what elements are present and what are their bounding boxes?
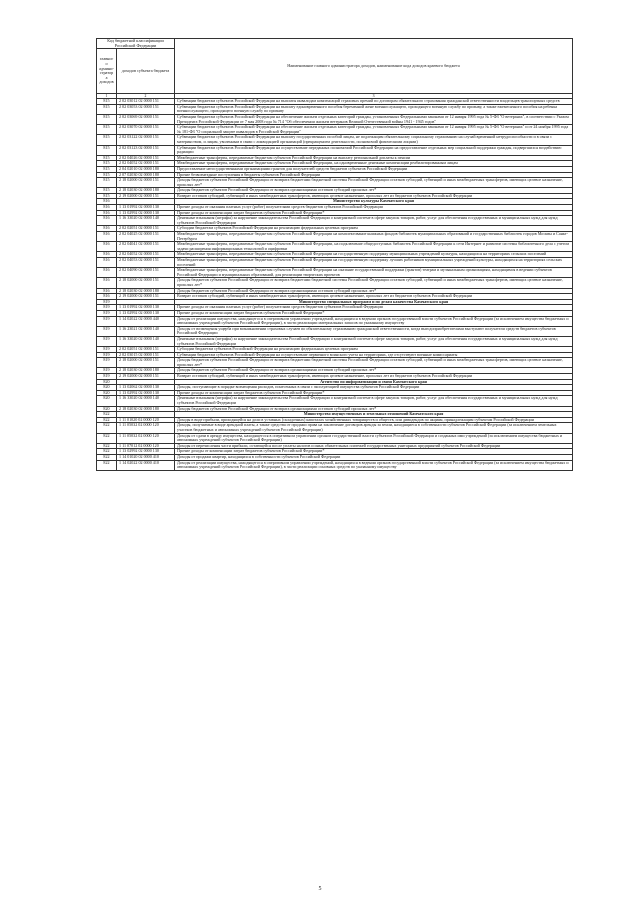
income-name-cell: Доходы бюджетов субъектов Российской Федерации от возврата бюджетами бюджетной системы Российской Федерации остатков субсидий, субвенций и иных межбюджетных трансфертов, имеющих целевое назначение, прошлых лет*	[175, 358, 573, 368]
income-name-cell: Доходы от продажи квартир, находящихся в собственности субъектов Российской Федерации	[175, 454, 573, 460]
admin-code-cell: 822	[97, 449, 117, 455]
income-code-cell: 2 02 03012 02 0000 151	[117, 99, 175, 105]
income-code-cell: 2 04 02010 02 0000 180	[117, 166, 175, 172]
admin-code-cell: 816	[97, 210, 117, 216]
income-code-cell: 1 16 23021 02 0000 140	[117, 326, 175, 336]
admin-code-cell: 815	[97, 104, 117, 114]
income-code-cell: 1 16 33020 02 0000 140	[117, 336, 175, 346]
income-name-cell: Субвенции бюджетам субъектов Российской Федерации на выплату государственных пособий лицам, не подлежащим обязательному социальному страхованию на случай временной нетрудоспособности и в связи с материнством, и лицам, уволенным в связи с ликвидацией организаций (прекращением деятельности, полномочий физическими лицами)	[175, 135, 573, 145]
admin-code-cell: 815	[97, 145, 117, 155]
income-code-cell: 2 19 02000 02 0000 151	[117, 374, 175, 380]
income-name-cell: Межбюджетные трансферты, передаваемые бюджетам субъектов Российской Федерации, на одновременные денежные компенсации реабилитированным лицам	[175, 161, 573, 167]
admin-code-cell: 816	[97, 294, 117, 300]
income-code-cell: 2 02 04041 02 0000 151	[117, 242, 175, 252]
admin-code-cell: 819	[97, 305, 117, 311]
income-name-cell: Денежные взыскания (штрафы) за нарушение законодательства Российской Федерации о контрактной системе в сфере закупок товаров, работ, услуг для обеспечения государственных и муниципальных нужд для нужд субъектов Российской Федерации	[175, 216, 573, 226]
admin-code-cell: 820	[97, 379, 117, 385]
income-code-cell: 1 13 02992 02 0000 130	[117, 390, 175, 396]
admin-code-cell: 822	[97, 423, 117, 433]
table-row	[97, 242, 573, 252]
income-name-cell: Доходы в виде прибыли, приходящейся на доли в уставных (складочных) капиталах хозяйственных товариществ и обществ, или дивидендов по акциям, принадлежащим субъектам Российской Федерации	[175, 417, 573, 423]
income-name-cell: Межбюджетные трансферты, передаваемые бюджетам субъектов Российской Федерации на оказание государственной поддержки (грантов) театрам и музыкальным организациям, находящимся в ведении субъектов Российской Федерации и муниципальных образований, для реализации творческих проектов	[175, 268, 573, 278]
table-row	[97, 423, 573, 433]
income-code-cell: 2 02 03069 02 0000 151	[117, 114, 175, 124]
admin-code-cell: 815	[97, 178, 117, 188]
admin-code-cell: 819	[97, 358, 117, 368]
income-name-cell: Доходы от возмещения ущерба при возникновении страховых случаев по обязательному страхованию гражданской ответственности, когда выгодоприобретателями выступают получатели средств бюджетов субъектов Российской Федерации	[175, 326, 573, 336]
table-row	[97, 216, 573, 226]
income-name-cell: Прочие доходы от оказания платных услуг (работ) получателями средств бюджетов субъектов Российской Федерации	[175, 305, 573, 311]
income-code-cell: 1 11 05032 02 0000 120	[117, 423, 175, 433]
admin-code-cell: 815	[97, 161, 117, 167]
income-name-cell: Денежные взыскания (штрафы) за нарушение законодательства Российской Федерации о контрактной системе в сфере закупок товаров, работ, услуг для обеспечения государственных и муниципальных нужд для нужд субъектов Российской Федерации	[175, 336, 573, 346]
table-body	[97, 99, 573, 471]
income-name-cell: Доходы бюджетов субъектов Российской Федерации от возврата организациями остатков субсидий прошлых лет*	[175, 188, 573, 194]
header-code-column: доходов субъекта бюджета	[117, 49, 175, 94]
income-name-cell: Субвенции бюджетам субъектов Российской Федерации на обеспечение жильем отдельных категорий граждан, установленных Федеральными законами от 12 января 1995 года № 5-ФЗ "О ветеранах", в соответствии с Указом Президента Российской Федерации от 7 мая 2008 года № 714 "Об обеспечении жильем ветеранов Великой Отечественной войны 1941 - 1945 годов"	[175, 114, 573, 124]
income-name-cell: Возврат остатков субсидий, субвенций и иных межбюджетных трансфертов, имеющих целевое назначение, прошлых лет из бюджетов субъектов Российской Федерации	[175, 294, 573, 300]
table-row	[97, 125, 573, 135]
income-code-cell: 1 13 01992 02 0000 130	[117, 305, 175, 311]
income-name-cell: Субсидии бюджетам субъектов Российской Федерации на реализацию федеральных целевых программ	[175, 226, 573, 232]
income-code-cell: 2 19 02000 02 0000 151	[117, 193, 175, 199]
admin-code-cell: 819	[97, 352, 117, 358]
income-code-cell: 1 11 07012 02 0000 120	[117, 443, 175, 449]
admin-code-cell: 815	[97, 114, 117, 124]
income-code-cell: 2 02 02051 02 0000 151	[117, 347, 175, 353]
admin-code-cell: 815	[97, 99, 117, 105]
admin-code-cell: 816	[97, 278, 117, 288]
admin-code-cell: 822	[97, 433, 117, 443]
column-number-1: 1	[97, 94, 117, 99]
admin-code-cell: 815	[97, 193, 117, 199]
admin-code-cell: 820	[97, 390, 117, 396]
table-header-row	[97, 39, 573, 49]
table-row	[97, 232, 573, 242]
table-row	[97, 268, 573, 278]
table-row	[97, 358, 573, 368]
column-number-3: 3	[175, 94, 573, 99]
income-name-cell: Доходы бюджетов субъектов Российской Федерации от возврата бюджетами бюджетной системы Российской Федерации остатков субсидий, субвенций и иных межбюджетных трансфертов, имеющих целевое назначение, прошлых лет*	[175, 178, 573, 188]
admin-code-cell: 820	[97, 385, 117, 391]
income-code-cell: 2 07 02030 02 0000 180	[117, 172, 175, 178]
income-name-cell: Агентство по информатизации и связи Камчатского края	[175, 379, 573, 385]
admin-code-cell: 819	[97, 316, 117, 326]
table-row	[97, 114, 573, 124]
admin-code-cell: 816	[97, 216, 117, 226]
admin-code-cell: 819	[97, 299, 117, 305]
income-name-cell: Доходы от реализации имущества, находящегося в оперативном управлении учреждений, находящихся в ведении органов государственной власти субъектов Российской Федерации (за исключением имущества бюджетных и автономных учреждений субъектов Российской Федерации), в части реализации основных средств по указанному имуществу	[175, 460, 573, 470]
admin-code-cell: 819	[97, 336, 117, 346]
table-row	[97, 326, 573, 336]
table-row	[97, 460, 573, 470]
admin-code-cell: 816	[97, 252, 117, 258]
income-name-cell: Межбюджетные трансферты, передаваемые бюджетам субъектов Российской Федерации на государственную поддержку лучших работников муниципальных учреждений культуры, находящихся на территориях сельских поселений	[175, 258, 573, 268]
admin-code-cell: 819	[97, 374, 117, 380]
income-name-cell: Доходы бюджетов субъектов Российской Федерации от возврата организациями остатков субсидий прошлых лет*	[175, 406, 573, 412]
income-code-cell: 1 13 01992 02 0000 130	[117, 205, 175, 211]
income-code-cell: 1 14 02022 02 0000 410	[117, 460, 175, 470]
income-name-cell: Возврат остатков субсидий, субвенций и иных межбюджетных трансфертов, имеющих целевое назначение, прошлых лет из бюджетов субъектов Российской Федерации	[175, 193, 573, 199]
table-row	[97, 336, 573, 346]
income-code-cell: 1 13 02992 02 0000 130	[117, 449, 175, 455]
income-name-cell: Прочие безвозмездные поступления в бюджеты субъектов Российской Федерации	[175, 172, 573, 178]
income-name-cell: Прочие доходы от компенсации затрат бюджетов субъектов Российской Федерации*	[175, 390, 573, 396]
income-name-cell: Доходы бюджетов субъектов Российской Федерации от возврата организациями остатков субсидий прошлых лет*	[175, 368, 573, 374]
income-code-cell: 2 02 04052 02 0000 151	[117, 252, 175, 258]
admin-code-cell: 816	[97, 268, 117, 278]
income-code-cell: 1 14 02022 02 0000 440	[117, 316, 175, 326]
admin-code-cell: 815	[97, 155, 117, 161]
admin-code-cell: 819	[97, 326, 117, 336]
income-name-cell: Доходы, получаемые в виде арендной платы, а также средства от продажи права на заключение договоров аренды за земли, находящиеся в собственности субъектов Российской Федерации (за исключением земельных участков бюджетных и автономных учреждений субъектов Российской Федерации)	[175, 423, 573, 433]
table-row	[97, 316, 573, 326]
income-name-cell: Денежные взыскания (штрафы) за нарушение законодательства Российской Федерации о контрактной системе в сфере закупок товаров, работ, услуг для обеспечения государственных и муниципальных нужд для нужд субъектов Российской Федерации	[175, 396, 573, 406]
income-code-cell: 2 19 02000 02 0000 151	[117, 294, 175, 300]
income-code-cell: 1 16 33020 02 0000 140	[117, 396, 175, 406]
header-code-group: Код бюджетной классификации Российской Федерации	[97, 39, 175, 49]
income-code-cell: 2 18 02000 02 0000 151	[117, 358, 175, 368]
admin-code-cell: 822	[97, 460, 117, 470]
income-code-cell: 2 18 02000 02 0000 151	[117, 178, 175, 188]
admin-code-cell: 819	[97, 368, 117, 374]
income-name-cell: Межбюджетные трансферты, передаваемые бюджетам субъектов Российской Федерации, на подключение общедоступных библиотек Российской Федерации к сети Интернет и развитие системы библиотечного дела с учетом задачи расширения информационных технологий и оцифровки	[175, 242, 573, 252]
income-code-cell: 2 02 04026 02 0000 151	[117, 155, 175, 161]
income-code-cell: 2 02 03053 02 0000 151	[117, 104, 175, 114]
admin-code-cell: 816	[97, 242, 117, 252]
table-row	[97, 396, 573, 406]
admin-code-cell: 816	[97, 258, 117, 268]
income-name-cell: Субвенции бюджетам субъектов Российской Федерации на осуществление переданных полномочий Российской Федерации на предоставление отдельных мер социальной поддержки граждан, подвергшихся воздействию радиации	[175, 145, 573, 155]
admin-code-cell: 815	[97, 135, 117, 145]
income-name-cell: Предоставление негосударственными организациями грантов для получателей средств бюджетов субъектов Российской Федерации	[175, 166, 573, 172]
header-name-column: Наименование главного администратора доходов, наименование кода доходов краевого бюджета	[175, 39, 573, 94]
income-code-cell: 2 18 02030 02 0000 180	[117, 368, 175, 374]
income-name-cell: Субвенции бюджетам субъектов Российской Федерации на выплаты инвалидам компенсаций страховых премий по договорам обязательного страхования гражданской ответственности владельцев транспортных средств	[175, 99, 573, 105]
admin-code-cell: 815	[97, 188, 117, 194]
admin-code-cell: 819	[97, 347, 117, 353]
income-code-cell: 2 02 03122 02 0000 151	[117, 135, 175, 145]
admin-code-cell: 816	[97, 205, 117, 211]
income-code-cell: 1 14 01020 02 0000 410	[117, 454, 175, 460]
income-name-cell: Доходы от реализации имущества, находящегося в оперативном управлении учреждений, находящихся в ведении органов государственной власти субъектов Российской Федерации (за исключением имущества бюджетных и автономных учреждений субъектов Российской Федерации), в части реализации материальных запасов по указанному имуществу	[175, 316, 573, 326]
table-row	[97, 433, 573, 443]
income-name-cell: Доходы бюджетов субъектов Российской Федерации от возврата бюджетами бюджетной системы Российской Федерации остатков субсидий, субвенций и иных межбюджетных трансфертов, имеющих целевое назначение, прошлых лет*	[175, 278, 573, 288]
income-name-cell: Субвенции бюджетам субъектов Российской Федерации на осуществление первичного воинского учета на территориях, где отсутствуют военные комиссариаты	[175, 352, 573, 358]
income-code-cell: 1 13 02992 02 0000 130	[117, 310, 175, 316]
income-name-cell: Межбюджетные трансферты, передаваемые бюджетам субъектов Российской Федерации на выплату региональной доплаты к пенсии	[175, 155, 573, 161]
income-name-cell: Субсидии бюджетам субъектов Российской Федерации на реализацию федеральных целевых программ	[175, 347, 573, 353]
income-code-cell: 2 02 03123 02 0000 151	[117, 145, 175, 155]
income-code-cell: 2 02 02051 02 0000 151	[117, 226, 175, 232]
budget-classification-table	[96, 38, 573, 471]
income-name-cell: Министерство культуры Камчатского края	[175, 199, 573, 205]
admin-code-cell: 816	[97, 199, 117, 205]
admin-code-cell: 816	[97, 232, 117, 242]
income-name-cell: Субвенции бюджетам субъектов Российской Федерации на обеспечение жильем отдельных категорий граждан, установленных Федеральными законами от 12 января 1995 года № 5-ФЗ "О ветеранах" и от 24 ноября 1995 года № 181-ФЗ "О социальной защите инвалидов в Российской Федерации"	[175, 125, 573, 135]
income-name-cell: Межбюджетные трансферты, передаваемые бюджетам субъектов Российской Федерации на комплектование книжных фондов библиотек муниципальных образований и государственных библиотек городов Москвы и Санкт-Петербурга	[175, 232, 573, 242]
income-code-cell: 2 02 04053 02 0000 151	[117, 258, 175, 268]
table-row	[97, 145, 573, 155]
table-row	[97, 178, 573, 188]
income-name-cell: Прочие доходы от компенсации затрат бюджетов субъектов Российской Федерации*	[175, 210, 573, 216]
income-name-cell: Межбюджетные трансферты, передаваемые бюджетам субъектов Российской Федерации на государственную поддержку муниципальных учреждений культуры, находящихся на территориях сельских поселений	[175, 252, 573, 258]
income-code-cell: 2 02 03015 02 0000 151	[117, 352, 175, 358]
income-name-cell: Прочие доходы от оказания платных услуг (работ) получателями средств бюджетов субъектов Российской Федерации	[175, 205, 573, 211]
income-code-cell: 1 13 02992 02 0000 130	[117, 210, 175, 216]
income-name-cell: Субвенции бюджетам субъектов Российской Федерации на выплату единовременного пособия беременной жене военнослужащего, проходящего военную службу по призыву, а также ежемесячного пособия на ребенка военнослужащего, проходящего военную службу по призыву	[175, 104, 573, 114]
income-name-cell: Доходы от перечисления части прибыли, остающейся после уплаты налогов и иных обязательных платежей государственных унитарных предприятий субъектов Российской Федерации	[175, 443, 573, 449]
income-code-cell: 2 18 02000 02 0000 151	[117, 278, 175, 288]
admin-code-cell: 822	[97, 412, 117, 418]
page-number: 5	[318, 886, 322, 892]
income-code-cell: 2 02 04090 02 0000 151	[117, 268, 175, 278]
table-row	[97, 258, 573, 268]
admin-code-cell: 816	[97, 288, 117, 294]
income-code-cell: 2 18 02030 02 0000 180	[117, 188, 175, 194]
income-code-cell: 1 16 33020 02 0000 140	[117, 216, 175, 226]
income-code-cell: 2 02 03070 02 0000 151	[117, 125, 175, 135]
admin-code-cell: 822	[97, 417, 117, 423]
income-code-cell: 1 11 01020 02 0000 120	[117, 417, 175, 423]
table-row	[97, 278, 573, 288]
income-code-cell: 1 11 05032 02 0000 120	[117, 433, 175, 443]
income-name-cell: Прочие доходы от компенсации затрат бюджетов субъектов Российской Федерации*	[175, 449, 573, 455]
admin-code-cell: 815	[97, 166, 117, 172]
admin-code-cell: 816	[97, 226, 117, 232]
admin-code-cell: 822	[97, 454, 117, 460]
income-code-cell: 2 02 04025 02 0000 151	[117, 232, 175, 242]
income-name-cell: Министерство имущественных и земельных отношений Камчатского края	[175, 412, 573, 418]
admin-code-cell: 822	[97, 443, 117, 449]
admin-code-cell: 819	[97, 310, 117, 316]
column-number-2: 2	[117, 94, 175, 99]
admin-code-cell: 815	[97, 125, 117, 135]
table-row	[97, 135, 573, 145]
admin-code-cell: 820	[97, 406, 117, 412]
income-code-cell: 2 18 02030 02 0000 180	[117, 288, 175, 294]
income-code-cell: 2 02 04052 02 0000 151	[117, 161, 175, 167]
income-name-cell: Доходы от сдачи в аренду имущества, находящегося в оперативном управлении органов государственной власти субъектов Российской Федерации и созданных ими учреждений (за исключением имущества бюджетных и автономных учреждений субъектов Российской Федерации)	[175, 433, 573, 443]
header-admin-column: главного админи- стратора доходов	[97, 49, 117, 94]
income-name-cell: Доходы бюджетов субъектов Российской Федерации от возврата организациями остатков субсидий прошлых лет*	[175, 288, 573, 294]
income-name-cell: Прочие доходы от компенсации затрат бюджетов субъектов Российской Федерации*	[175, 310, 573, 316]
admin-code-cell: 820	[97, 396, 117, 406]
income-code-cell: 1 13 02062 02 0000 130	[117, 385, 175, 391]
income-name-cell: Доходы, поступающие в порядке возмещения расходов, понесенных в связи с эксплуатацией имущества субъектов Российской Федерации	[175, 385, 573, 391]
admin-code-cell: 815	[97, 172, 117, 178]
income-code-cell: 2 18 02030 02 0000 180	[117, 406, 175, 412]
income-name-cell: Министерство специальных программ и по делам казачества Камчатского края	[175, 299, 573, 305]
income-name-cell: Возврат остатков субсидий, субвенций и иных межбюджетных трансфертов, имеющих целевое назначение, прошлых лет из бюджетов субъектов Российской Федерации	[175, 374, 573, 380]
table-row	[97, 104, 573, 114]
